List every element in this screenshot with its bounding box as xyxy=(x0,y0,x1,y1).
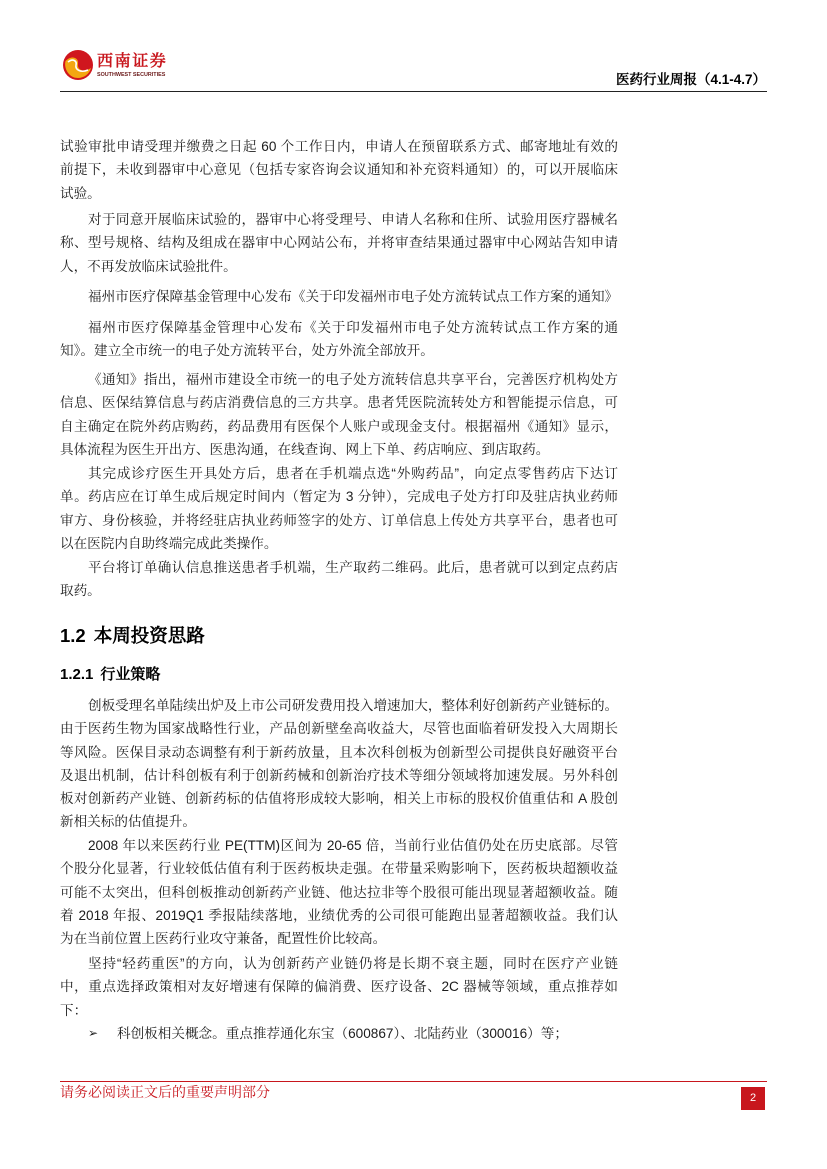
text-line: 坚持“轻药重医”的方向，认为创新药产业链仍将是长期不衰主题，同时在医疗产业链 xyxy=(88,956,618,971)
text-line: 个股分化显著，行业较低估值有利于医药板块走强。在带量采购影响下，医药板块超额收益 xyxy=(60,861,618,877)
footer-divider xyxy=(60,1081,767,1082)
text-line: 福州市医疗保障基金管理中心发布《关于印发福州市电子处方流转试点工作方案的通知》 xyxy=(88,289,619,304)
text-line: 为在当前位置上医药行业攻守兼备，配置性价比较高。 xyxy=(60,931,387,947)
paragraph xyxy=(60,208,618,278)
text-line: 试验。 xyxy=(60,185,101,201)
text-line: 信息、医保结算信息与药店消费信息的三方共享。患者凭医院流转处方和智能提示信息，可 xyxy=(60,395,618,411)
footer-disclaimer: 请务必阅读正文后的重要声明部分 xyxy=(60,1086,270,1101)
text-line: 人，不再发放临床试验批件。 xyxy=(60,258,237,274)
subsection-title: 行业策略 xyxy=(100,666,161,683)
text-line: 下： xyxy=(60,1002,88,1018)
company-logo xyxy=(62,49,174,81)
text-line: 2008 年以来医药行业 PE(TTM)区间为 20-65 倍，当前行业估值仍处在历史底部。尽管 xyxy=(88,838,618,853)
text-line: 平台将订单确认信息推送患者手机端，生产取药二维码。此后，患者就可以到定点药店 xyxy=(88,560,618,575)
text-line: 其完成诊疗医生开具处方后，患者在手机端点选“外购药品”，向定点零售药店下达订 xyxy=(88,466,618,481)
text-line: 前提下，未收到器审中心意见（包括专家咨询会议通知和补充资料通知）的，可以开展临床 xyxy=(60,162,618,178)
text-line: 新相关标的估值提升。 xyxy=(60,814,196,830)
paragraph xyxy=(60,316,618,363)
page-number: 2 xyxy=(741,1087,765,1110)
logo-name-en: SOUTHWEST SECURITIES xyxy=(97,72,166,78)
text-line: 对于同意开展临床试验的，器审中心将受理号、申请人名称和住所、试验用医疗器械名 xyxy=(88,212,618,227)
section-title: 本周投资思路 xyxy=(93,625,205,646)
text-line: 创板受理名单陆续出炉及上市公司研发费用投入增速加大，整体利好创新药产业链标的。 xyxy=(88,698,619,713)
text-line: 等风险。医保目录动态调整有利于新药放量，且本次科创板为创新型公司提供良好融资平台 xyxy=(60,744,618,760)
logo-name-cn: 西南证券 xyxy=(97,51,168,70)
paragraph xyxy=(60,462,618,555)
subsection-heading xyxy=(60,664,160,686)
text-line: 取药。 xyxy=(60,583,101,599)
bullet-text: 科创板相关概念。重点推荐通化东宝（600867）、北陆药业（300016）等； xyxy=(117,1026,568,1041)
text-line: 福州市医疗保障基金管理中心发布《关于印发福州市电子处方流转试点工作方案的通 xyxy=(88,320,618,335)
text-line: 中，重点选择政策相对友好增速有保障的偏消费、医疗设备、2C 器械等领域，重点推荐如 xyxy=(60,979,618,995)
text-line: 知》。建立全市统一的电子处方流转平台，处方外流全部放开。 xyxy=(60,343,434,359)
paragraph xyxy=(60,135,618,205)
southwest-securities-logo-icon xyxy=(62,49,94,81)
text-line: 板对创新药产业链、创新药标的估值将形成较大影响，相关上市标的股权价值重估和 A 股创 xyxy=(60,791,618,807)
text-line: 单。药店应在订单生成后规定时间内（暂定为 3 分钟），完成电子处方打印及驻店执业药师 xyxy=(60,489,618,505)
text-line: 可能不太突出，但科创板推动创新药产业链、他达拉非等个股很可能出现显著超额收益。随 xyxy=(60,884,618,900)
paragraph xyxy=(60,556,618,603)
text-line: 及退出机制，估计科创板有利于创新药械和创新治疗技术等细分领域将加速发展。另外科创 xyxy=(60,767,618,783)
header-divider xyxy=(60,91,767,92)
text-line: 由于医药生物为国家战略性行业，产品创新壁垒高收益大，尽管也面临着研发投入大周期长 xyxy=(60,721,618,737)
text-line: 审方、身份核验，并将经驻店执业药师签字的处方、订单信息上传处方共享平台，患者也可 xyxy=(60,512,618,528)
text-line: 试验审批申请受理并缴费之日起 60 个工作日内，申请人在预留联系方式、邮寄地址有效的 xyxy=(60,139,618,154)
text-line: 《通知》指出，福州市建设全市统一的电子处方流转信息共享平台，完善医疗机构处方 xyxy=(88,372,618,387)
paragraph xyxy=(60,952,618,1022)
bullet-item xyxy=(88,1022,618,1045)
text-line: 称、型号规格、结构及组成在器审中心网站公布，并将审查结果通过器审中心网站告知申请 xyxy=(60,235,618,251)
text-line: 以在医院内自助终端完成此类操作。 xyxy=(60,535,278,551)
text-line: 具体流程为医生开出方、医患沟通，在线查询、网上下单、药店响应、到店取药。 xyxy=(60,441,550,457)
paragraph xyxy=(60,694,618,834)
arrow-bullet-icon: ➢ xyxy=(88,1026,99,1040)
paragraph xyxy=(60,834,618,950)
subsection-number: 1.2.1 xyxy=(60,666,94,683)
text-line: 自主确定在院外药店购药，药品费用有医保个人账户或现金支付。根据福州《通知》显示， xyxy=(60,418,618,434)
text-line: 着 2018 年报、2019Q1 季报陆续落地，业绩优秀的公司很可能跑出显著超额收益。我们认 xyxy=(60,907,618,923)
paragraph xyxy=(60,285,618,308)
section-number: 1.2 xyxy=(60,625,86,646)
report-title: 医药行业周报（4.1-4.7） xyxy=(615,72,766,87)
paragraph xyxy=(60,368,618,461)
section-heading xyxy=(60,623,205,649)
